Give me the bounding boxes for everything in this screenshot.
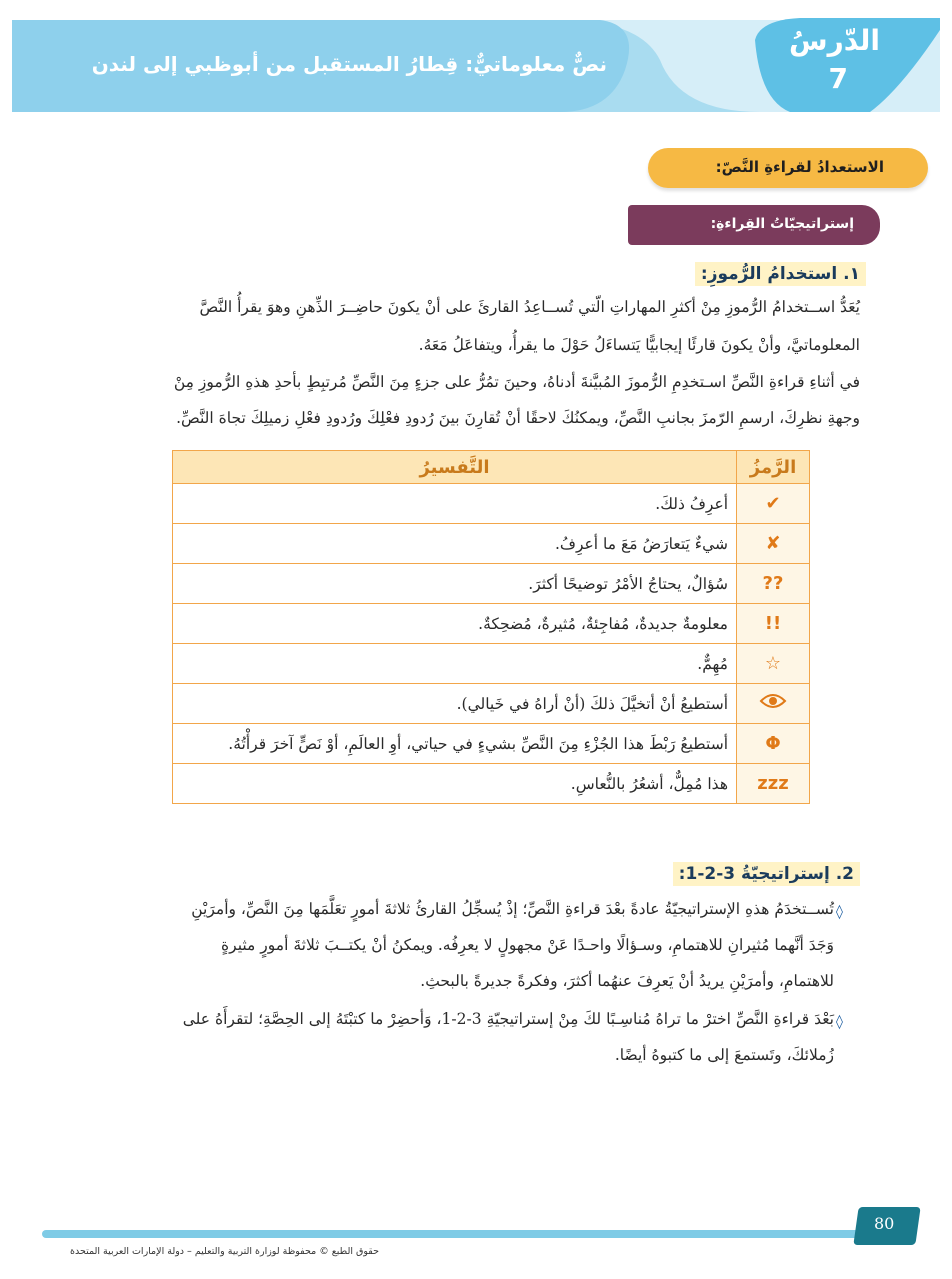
lesson-title: نصٌّ معلوماتيٌّ: قِطارُ المستقبل من أبوظبي إلى لندن (91, 52, 607, 76)
bullet-diamond-icon: ◊ (836, 904, 843, 920)
table-row (173, 724, 810, 764)
star-icon: ☆ (737, 644, 810, 684)
strategy-line: زُملائكَ، وتَستمعَ إلى ما كتبوهُ أيضًا. (614, 1046, 834, 1064)
exclamation-marks-icon: !! (737, 604, 810, 644)
lesson-number: 7 (828, 62, 848, 95)
eye-icon (737, 684, 810, 724)
symbol-meaning: أستطيعُ رَبْطَ هذا الجُزْءِ مِنَ النَّصِّ بشيءٍ في حياتي، أوِ العالَمِ، أوْ نَصٍّ آخرَ قرأْتُهُ. (173, 724, 737, 764)
intro-line: المعلوماتيَّ، وأنْ يكونَ قارئًا إيجابيًّا يَتساءَلُ حَوْلَ ما يقرأُ، ويتفاعَلُ مَعَهُ. (418, 336, 860, 354)
table-row (173, 564, 810, 604)
copyright-note: حقوق الطبع © محفوظة لوزارة التربية والتعليم – دولة الإمارات العربية المتحدة (70, 1246, 379, 1257)
table-row (173, 644, 810, 684)
strategy-line: تُســتخدَمُ هذهِ الإستراتيجيّةُ عادةً بعْدَ قراءةِ النَّصِّ؛ إذْ يُسجِّلُ القارئُ ثلاثةَ أمورٍ تعَلَّمَها مِنَ النَّصِّ، وأمرَيْنِ (191, 900, 834, 918)
cross-icon: ✘ (737, 524, 810, 564)
strategy-line: للاهتمامِ، وأمرَيْنِ يريدُ أنْ يَعرِفَ عنهُما أكثرَ، وفكرةً جديرةً بالبحثِ. (420, 972, 834, 990)
table-row (173, 604, 810, 644)
table-row (173, 524, 810, 564)
sleep-zzz-icon: zzz (737, 764, 810, 804)
symbols-table (172, 450, 810, 804)
table-row (173, 484, 810, 524)
bullet-diamond-icon: ◊ (836, 1014, 843, 1030)
strategy-line: وَجَدَ أنَّهما مُثيرانِ للاهتمامِ، وسـؤالًا واحـدًا عَنْ مجهولٍ لا يعرِفُه. ويمكنُ أنْ يكتــبَ ثلاثةَ أمورٍ مثيرةٍ (221, 936, 834, 954)
intro-line: في أثناءِ قراءةِ النَّصِّ اسـتخدِمِ الرُّموزَ المُبيَّنةَ أدناهُ، وحينَ تمُرُّ على جزءٍ مِنَ النَّصِّ مُرتبِطٍ بأحدِ هذهِ الرُّموزِ مِنْ (173, 373, 860, 391)
question-marks-icon: ?? (737, 564, 810, 604)
symbol-column-header: الرَّمزُ (737, 451, 810, 484)
meaning-column-header: التَّفسيرُ (173, 451, 737, 484)
symbol-meaning: أعرِفُ ذلكَ. (173, 484, 737, 524)
prepare-reading-label: الاستعدادُ لقراءةِ النَّصّ: (715, 158, 884, 176)
strategy-line: بَعْدَ قراءةِ النَّصِّ اخترْ ما تراهُ مُناسِـبًا لكَ مِنْ إستراتيجيّةِ 3-2-1، وَأحضِرْ ما كتبْتَهُ إلى الحِصَّةِ؛ لتقرأَهُ على (182, 1010, 834, 1028)
symbols-heading: ١. استخدامُ الرُّموزِ: (695, 262, 866, 286)
reading-strategies-label: إستراتيجيّاتُ القِراءةِ: (710, 216, 854, 232)
intro-line: وجهةِ نظرِكَ، ارسمِ الرّمزَ بجانبِ النَّصِّ، ويمكنُكَ لاحقًا أنْ تُقارِنَ بينَ رُدودِ فعْلِكَ ورُدودِ فعْلِ زميلِكَ تجاهَ النَّصِّ. (176, 409, 860, 427)
lesson-label: الدّرسُ (788, 24, 880, 57)
symbol-meaning: أستطيعُ أنْ أتخيَّلَ ذلكَ (أنْ أراهُ في خَيالي). (173, 684, 737, 724)
table-row (173, 764, 810, 804)
table-header-row (173, 451, 810, 484)
eye-icon-graphic (759, 692, 787, 710)
reading-strategies-pill (628, 205, 880, 245)
symbol-meaning: معلومةٌ جديدةٌ، مُفاجِئةٌ، مُثيرةٌ، مُضحِكةٌ. (173, 604, 737, 644)
table-row (173, 684, 810, 724)
page-number: 80 (874, 1214, 895, 1233)
strategy-heading: 2. إستراتيجيّةُ 3-2-1: (673, 862, 860, 886)
symbol-meaning: هذا مُمِلٌّ، أشعُرُ بالنُّعاسِ. (173, 764, 737, 804)
symbol-meaning: سُؤالٌ، يحتاجُ الأمْرُ توضيحًا أكثرَ. (173, 564, 737, 604)
checkmark-icon: ✔ (737, 484, 810, 524)
footer-bar (42, 1230, 860, 1238)
symbol-meaning: شيءٌ يَتعارَضُ مَعَ ما أعرِفُ. (173, 524, 737, 564)
phi-icon: Φ (737, 724, 810, 764)
intro-line: يُعَدُّ اســتخدامُ الرُّموزِ مِنْ أكثرِ المهاراتِ الّتي تُســاعِدُ القارئَ على أنْ يكونَ حاضِــرَ الذِّهنِ وهوَ يقرأُ النَّصَّ (199, 298, 860, 316)
symbol-meaning: مُهِمٌّ. (173, 644, 737, 684)
prepare-reading-pill (648, 148, 928, 188)
